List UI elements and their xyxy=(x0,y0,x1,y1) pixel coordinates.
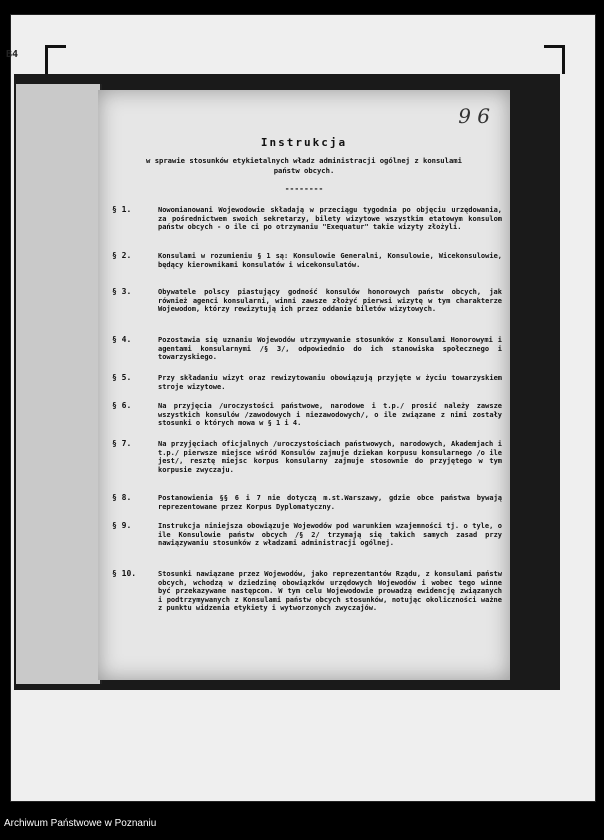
paragraph-text: Instrukcja niniejsza obowiązuje Wojewodów pod warunkiem wzajemności tj. o tyle, o ile Konsulowie państw obcych /§ 2/ trzymają się takich samych zasad przy nawiązywaniu stosunków z władzami administracji ogólnej. xyxy=(158,522,502,548)
document-subtitle: w sprawie stosunków etykietalnych władz administracji ogólnej z konsulami państw obcych. xyxy=(146,156,462,175)
paragraph-number: § 7. xyxy=(112,439,132,448)
paragraph-number: § 9. xyxy=(112,521,132,530)
corner-mark: B4 xyxy=(6,49,19,60)
frame-corner-right xyxy=(544,45,565,74)
paragraph-text: Obywatele polscy piastujący godność konsulów honorowych państw obcych, jak również agenci konsularni, winni zawsze złożyć pierwsi wizytę w tym charakterze Wojewodom, którzy rewizytują ich przez oddanie biletów wizytowych. xyxy=(158,288,502,314)
document-page xyxy=(98,90,510,680)
paragraph-number: § 1. xyxy=(112,205,132,214)
binder-sheet xyxy=(16,84,102,684)
paragraph-text: Na przyjęcia /uroczystości państwowe, narodowe i t.p./ prosić należy zawsze wszystkich konsulów /zawodowych i niezawodowych/, o ile związane z nimi zostały stosunki o których mowa w § 1 i 4. xyxy=(158,402,502,428)
document-title: Instrukcja xyxy=(260,136,348,149)
document-divider: -------- xyxy=(284,184,324,193)
paragraph-text: Nowomianowani Wojewodowie składają w przeciągu tygodnia po objęciu urzędowania, za pośrednictwem swoich sekretarzy, bilety wizytowe wszystkim etatowym konsulom państw obcych - o ile ci po otrzymaniu "Exequatur" takie wizyty złożyli. xyxy=(158,206,502,232)
paragraph-number: § 4. xyxy=(112,335,132,344)
paragraph-number: § 10. xyxy=(112,569,137,578)
paragraph-number: § 5. xyxy=(112,373,132,382)
paragraph-number: § 6. xyxy=(112,401,132,410)
paragraph-text: Konsulami w rozumieniu § 1 są: Konsulowie Generalni, Konsulowie, Wicekonsulowie, będący kierownikami konsulatów i wicekonsulatów. xyxy=(158,252,502,269)
paragraph-text: Postanowienia §§ 6 i 7 nie dotyczą m.st.Warszawy, gdzie obce państwa bywają reprezentowane przez Korpus Dyplomatyczny. xyxy=(158,494,502,511)
paragraph-number: § 8. xyxy=(112,493,132,502)
archive-label: Archiwum Państwowe w Poznaniu xyxy=(4,818,157,829)
paragraph-number: § 2. xyxy=(112,251,132,260)
paragraph-text: Na przyjęciach oficjalnych /uroczystościach państwowych, narodowych, Akademjach i t.p./ pierwsze miejsce wśród Konsulów zajmuje dziekan korpusu konsularnego /o ile jest/, resztę miejsc korpus konsularny zajmuje stosownie do przyjętego w tym korpusie zwyczaju. xyxy=(158,440,502,474)
paragraph-text: Pozostawia się uznaniu Wojewodów utrzymywanie stosunków z Konsulami Honorowymi i agentami konsularnymi /§ 3/, odpowiednio do ich stanowiska społecznego i towarzyskiego. xyxy=(158,336,502,362)
frame-corner-left xyxy=(45,45,66,74)
paragraph-text: Przy składaniu wizyt oraz rewizytowaniu obowiązują przyjęte w życiu towarzyskiem stroje wizytowe. xyxy=(158,374,502,391)
page-number: 9 6 xyxy=(458,104,490,128)
paragraph-number: § 3. xyxy=(112,287,132,296)
paragraph-text: Stosunki nawiązane przez Wojewodów, jako reprezentantów Rządu, z konsulami państw obcych, wchodzą w dziedzinę obowiązków urzędowych Wojewodów i wobec tego winne być przekazywane następcom. W tym celu Wojewodowie prowadzą ewidencję związanych i podtrzymywanych z Konsulami państw obcych stosunków, notując okoliczności ważne z punktu widzenia etykiety i wytworzonych zwyczajów. xyxy=(158,570,502,613)
